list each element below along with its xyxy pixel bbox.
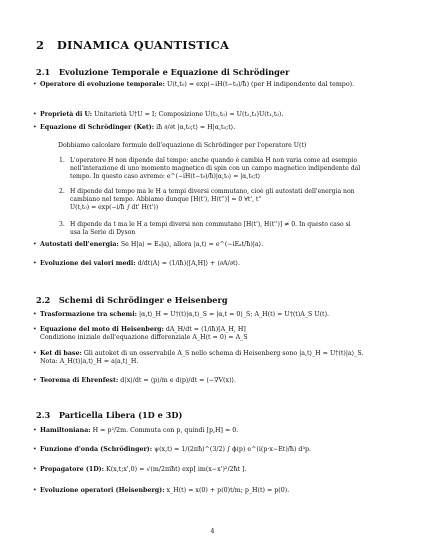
bullet-label: Trasformazione tra schemi: — [40, 311, 137, 318]
section-title: DINAMICA QUANTISTICA — [56, 38, 230, 52]
subsection-number: 2.3 — [36, 410, 51, 420]
bullet-dot: • — [33, 124, 37, 131]
subsection-title: Particella Libera (1D e 3D) — [58, 410, 183, 420]
bullet-item — [33, 124, 385, 132]
bullet-text: ψ(x,t) = 1/(2πħ)^(3/2) ∫ ϕ(p) e^(i(p·x−Et)/ħ) d³p. — [154, 446, 312, 453]
bullet-item — [33, 427, 385, 435]
bullet-dot: • — [33, 350, 37, 357]
item-line: cambiano nel tempo. Abbiamo dunque [H(t'), H(t'')] = 0 ∀t', t'' — [70, 196, 262, 204]
bullet-label: Funzione d'onda (Schrödinger): — [40, 446, 153, 453]
numbered-item — [59, 221, 386, 237]
item-line: usa la Serie di Dyson — [70, 229, 136, 237]
subsection-number: 2.2 — [36, 295, 51, 305]
numbered-item — [59, 188, 386, 213]
bullet-label: Teorema di Ehrenfest: — [40, 377, 119, 384]
bullet-dot: • — [33, 487, 37, 494]
subsection-title: Evoluzione Temporale e Equazione di Schrödinger — [58, 67, 290, 77]
bullet-text: dA_H/dt = (1/iħ)[A_H, H] — [165, 326, 246, 333]
item-line: H dipende dal tempo ma le H a tempi diversi commutano, cioè gli autostati dell'energia non — [70, 188, 355, 195]
section-heading — [36, 38, 229, 52]
bullet-text: Condizione iniziale dell'equazione differenziale A_H(t = 0) = A_S — [40, 334, 248, 342]
bullet-text: x_H(t) = x(0) + p(0)t/m; p_H(t) = p(0). — [166, 487, 290, 494]
bullet-text: Nota: A_H(t)|a,t⟩_H = a|a,t⟩_H. — [40, 358, 139, 366]
bullet-label: Evoluzione operatori (Heisenberg): — [40, 487, 165, 494]
bullet-item — [33, 241, 385, 249]
bullet-dot: • — [33, 466, 37, 473]
bullet-item — [33, 377, 385, 385]
bullet-label: Ket di base: — [40, 350, 82, 357]
bullet-item — [33, 487, 385, 495]
bullet-label: Propagatore (1D): — [40, 466, 104, 473]
bullet-dot: • — [33, 427, 37, 434]
page-number: 4 — [210, 527, 215, 535]
item-line: tempo. In questo caso avremo: e^(−iH(t−t₀)/ħ)|α,t₀⟩ = |α,t₀;t⟩ — [70, 173, 261, 181]
bullet-item — [33, 350, 385, 366]
bullet-text: Gli autoket di un osservabile A_S nello schema di Heisenberg sono |a,t⟩_H = U†(t)|a⟩_S. — [83, 350, 364, 357]
numbered-item — [59, 157, 386, 182]
item-line: nell'interazione di uno momento magnetico di spin con un campo magnetico indipendente dal — [70, 165, 361, 173]
bullet-dot: • — [33, 377, 37, 384]
bullet-item — [33, 260, 385, 268]
item-number: 1. — [59, 157, 65, 164]
bullet-label: Proprietà di U: — [40, 111, 93, 118]
bullet-dot: • — [33, 241, 37, 248]
item-number: 2. — [59, 188, 65, 195]
bullet-text: Unitarietà U†U = I; Composizione U(t₂,t₀) = U(t₂,t₁)U(t₁,t₀). — [94, 111, 284, 118]
item-line: U(t,t₀) = exp(−i/ħ ∫ dt' H(t')) — [70, 204, 159, 212]
item-line: H dipende da t ma le H a tempi diversi non commutano [H(t'), H(t'')] ≠ 0. In questo caso si — [70, 221, 351, 228]
subsection-number: 2.1 — [36, 67, 51, 77]
intro-paragraph: Dobbiamo calcolare formule dell'equazione di Schrödinger per l'operatore U(t) — [58, 142, 307, 149]
bullet-label: Evoluzione dei valori medi: — [40, 260, 136, 267]
bullet-text: |α,t⟩_H = U†(t)|α,t⟩_S = |α,t = 0⟩_S; A_H(t) = U†(t)A_S U(t). — [138, 311, 330, 318]
subsection-title: Schemi di Schrödinger e Heisenberg — [58, 295, 228, 305]
bullet-dot: • — [33, 446, 37, 453]
bullet-text: iħ ∂/∂t |α,t₀;t⟩ = H|α,t₀;t⟩. — [156, 124, 236, 131]
bullet-item — [33, 311, 385, 319]
bullet-item — [33, 466, 385, 474]
item-number: 3. — [59, 221, 65, 228]
bullet-text: Se H|a⟩ = Eₐ|a⟩, allora |a,t⟩ = e^(−iEₐt/ħ)|a⟩. — [120, 241, 264, 248]
bullet-dot: • — [33, 260, 37, 267]
subsection-heading — [36, 295, 228, 305]
item-line: L'operatore H non dipende dal tempo: anche quando è cambia H non varia come ad esempio — [70, 157, 358, 164]
bullet-text: K(x,t;x',0) = √(m/2πiħt) exp[ im(x−x')²/2ħt ]. — [105, 466, 247, 473]
bullet-label: Autostati dell'energia: — [40, 241, 119, 248]
bullet-item — [33, 326, 385, 342]
bullet-dot: • — [33, 111, 37, 118]
bullet-text: U(t,t₀) = exp(−iH(t−t₀)/ħ) (per H indipendente dal tempo). — [167, 81, 355, 88]
bullet-text: H = p²/2m. Commuta con p, quindi [p,H] = 0. — [92, 427, 239, 434]
section-number: 2 — [36, 38, 45, 52]
bullet-label: Equazione del moto di Heisenberg: — [40, 326, 164, 333]
bullet-item — [33, 446, 385, 454]
bullet-dot: • — [33, 81, 37, 88]
subsection-heading — [36, 67, 289, 77]
bullet-label: Equazione di Schrödinger (Ket): — [40, 124, 155, 131]
bullet-item — [33, 111, 385, 119]
bullet-item — [33, 81, 385, 89]
bullet-label: Operatore di evoluzione temporale: — [40, 81, 165, 88]
bullet-dot: • — [33, 311, 37, 318]
bullet-text: d/dt⟨A⟩ = (1/iħ)⟨[A,H]⟩ + ⟨∂A/∂t⟩. — [137, 260, 240, 267]
subsection-heading — [36, 410, 182, 420]
bullet-dot: • — [33, 326, 37, 333]
bullet-text: d⟨x⟩/dt = ⟨p⟩/m e d⟨p⟩/dt = ⟨−∇V(x)⟩. — [120, 377, 236, 384]
bullet-label: Hamiltoniana: — [40, 427, 91, 434]
